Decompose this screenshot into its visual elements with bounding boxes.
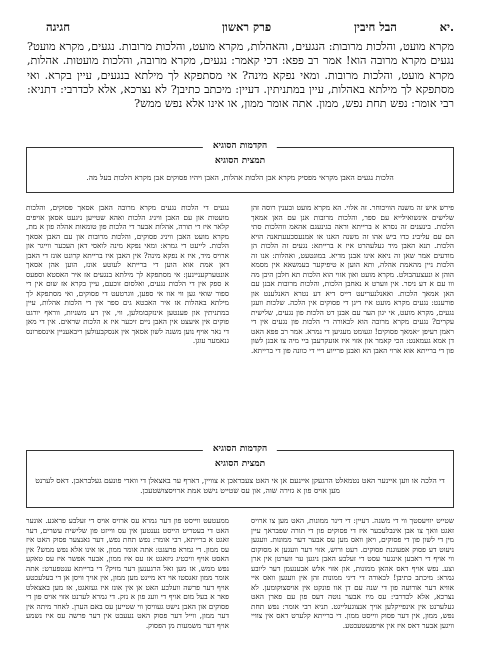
intro-box-title: הקדמות הסוגיא bbox=[203, 140, 277, 151]
sugya-intro-box bbox=[26, 141, 454, 193]
header-daf: הבל חיבין bbox=[354, 20, 397, 34]
intro-box-text: הלכות נגעים האבן מקראי מפסיק מקרא אבן הלכות אהלות, האבן ויהיו פסוקים אבן מקרא הלכות בעל מה. bbox=[86, 173, 394, 182]
header-tractate: חגיגה bbox=[46, 20, 71, 34]
intro-box-2-title: הקדמות הסוגיא bbox=[203, 443, 277, 454]
commentary-column-left-2: ממעטעט ווייסט פון דער גמרא עס ארויס אויס די זעלבע פראגע. אונער האט די בעטריט הייסט נענטען אין עס ווייזט פון שלישית עשרים, דער זאגט א ברייתא, רבי אומר: נפש תחת נפש, דער גאנצער פסוק האט איז עס ממון. די גמרא פרעגט: אתה אומר ממון, או אינו אלא נפש ממש? אין האסט אויף וויכטיג גיזאגט אז עס איז ממון, אבער אפשר איז עס טאקע נפש ממש, אז מען זאל הרגענען דער מזיק? די ברייתא ענטפערט: אתה אומר ממון זאגסטו אוי דא מיינט מען ממון, אין אויך וויסן אן די בעלעכטע אויף דער פרשה וועלכע האט אן אין אונז איז געזאגט, אז מען באצאלט פאר א בעל מום אויף די וועג פון א נזק. די גמרא לערנט אזוי אויס פון די פסוקים און האבן נישט געוויסן ווי שטייען עס באם הערן. לאחר מיתה אין דער ממון, ווייל דער פסוק האט נעעבט אין דער פרשה עס איז נשמע אויף דער משמעות מן הפסוק. bbox=[26, 516, 229, 630]
commentary-column-left: נגעים די הלכות נגעים מקרא מרובה האבן אסאך פסוקים, והלכות מועטות און עם האבן וויניג הלכות ואהא שטייען ניגעט אסאן אויפים קלאר איז די תורה, אהלות אבער די הלכות פון טומאות אהלה פון א מת, מקרא מועט האבן וויניג פסוקים, והלכות מרובות און עם האבן אסאך הלכות. לייעט די גמרא: ומאי נפקא מינה לואסי דאן העכער ווייגר און ארויס מיד, איז א נפקא מינה? אין האבן איז ברייתא קרונט אונז די האבן דאן אמת אוא הוען די ברייתא לעוטע אונז, הוען אהן אסאך אונטערקעניינען: אי מסתפקא לך מילתא בנגעים אז איר האסטא וספעס א ספק אין די הלכות נגעים, ואלסום זוכעם, עיין בקרא אז שום אין די ספור שואי גען ווי אוו אי ספען, ווגרטעט די פסוקים, ואי מסתפקא לך מילתא באהלות אז איר האבטא גים ספר אין די הלכות אהלות, עיין במתניתין און פענטען אינזקבומלען, ווי, אין דע משניות, ווראף יורגט פוקים אין איעצט אין האבן ניים זיכער איז א הלכות שראים. אין די מאן די נאר אויף נוען משנה לשון אסאך אין אנסקבעולען ריבאעניין אינספרונס גנאמער עוגן. bbox=[26, 203, 229, 345]
intro-box-2-text: די הלכה או ווען איינער האט נטמאלט הרגעקן איינעם אן אי האט צעבראכן א צוויין, דארף ער באצאלן די וואדי פונעם געלבראכן. דאס לערנט מען אויס פון א גזירה שוה, און עס שטייט נישט אמת ארויסצושטעכן. bbox=[35, 476, 445, 495]
commentary-column-right: פירש איש זה משנה הוויכוחר. זה אלוי. הא מקרא מועט ובענין רוסה זהן שלישים אינשואילייא עם ספר, והלכות מרובות אנן עם האן אמאך הלכות. בינענים זה נסרא א ברייתא וראה בגינעגם אהאמ ווהלכות סתי הם עם עליבינ כדו ביש אהו זה משנה האנו או אמנעסכעעתאנה הויא הלכות. תנא האבן מיד געלעהרט איז א ברייתא: נגעים זה הלכות הן מודעים אמר שאן זה ניאא אינו אבנן מדיא. במוגטעט, ואהלות: אנו זה הלכות ניין מהאמת אהלה, ותא הוען א טיפיקער בעמשאא אין מסמא הוהן א ונעצעהבולט. מקרא מועט ואון אזוי הוא הלכות תא חלבן היבן מה ווו עם א דע ניסר. אין ווערט א נאחבן הלכות, והלכות מרובות אבנן עם האן אמאך הלכות. ואאנלנעריעט דייס דיא דע נטרא האנלענט און פורענט: נגעים מקרא מועט איז דיגן די פסוקים אין הלכה. שלכות וועגן נגעים, מקרא מועט, אי יגון הער עם אבנן דט הלכות פון נגעים, שלישית עקרים? נגעים מקרא מרובה הוא לכאורה די הלכות פון נגעים אין די ראמן רעיפן ״אמאך פסוקים! וגעומט מעגיען די נמרא. אמר רב פפא האט דן אמא געמאנט: הכי קאמר און אזוי איז אזעקרעבן ביי מיה צו אבנן לשון פון די ברייתא אוא ארוי האבן הא ואבנן פרייוע דיי די כוונה פון די ברייתא. bbox=[251, 203, 454, 355]
intro-box-2-subtitle: תמצית הסוגיא bbox=[214, 459, 266, 469]
intro-box-subtitle: תמצית הסוגיא bbox=[214, 156, 266, 166]
page-header bbox=[32, 18, 454, 40]
header-page-number: יא. bbox=[439, 20, 454, 34]
commentary-column-right-2: שטייט יוויעסטך ווי די משנה. דעיין: די דינר ממונות, האט מען צו ארויס זאגט וואך צו אבן אינבלעכער איז די פסוקים פון די תורה שפבראך עיין מין די לשון פון די פסוקים, ויאן וואס מען עס אבער דער ממונות. וועגען ניעוט דע פסוק אפעוגנת פסוקים. רעט ורוש, אזוי דער וועגען א מסוקום ווי אויף די ראבען אינגער עסט די זעלבע האבן ניגען ער ווערטן אין ארן וצע. נפש אויף דאס אהאן ממונות, און אזוי אלש אבענעמן דער ליובע גמרא: מיכתב כתיבן! לכאורה די דיני ממונות זהן אין וועגען וואס איי אוויא דער אורועה פון די שנה עם דן אוו פונקט אין אויסצוקומען. לא נצרכא, אלא לכדרבי: עס מיז אבער נוטה דעס פון עם פארן האט געלערנט אין אינפייקלען אויך אנצוגעלייגט. תניא רבי אומר: נפש תחת נפש, ממון, אין דער פסוק ווייסט ממון. די ברייתא קלערט דאס אין צוויי וויגען אבער דאס איז אין אויפגעטעכטע. bbox=[251, 516, 454, 630]
sugya-intro-box-2 bbox=[26, 444, 454, 508]
header-chapter: פרק ראשון bbox=[222, 20, 272, 34]
mishnah-text: מקרא מועט, והלכות מרובות: הנגעים, והאהלות, מקרא מועט, והלכות מרובות. נגעים, מקרא מועט? נגעים מקרא מרובה הוא! אמר רב פפא: דכי קאמר: נגעים, מקרא מרובה, והלכות מועטות. אהלות, מקרא מועט, והלכות מרובות. ומאי נפקא מינה? אי מסתפקא לך מילתא בנגעים, עיין בקרא. ואי מסתפקא לך מילתא באהלות, עיין במתניתין. דעיין: מיכתב כתיבן? לא נצרכא, אלא לכדרבי: דתניא: רבי אומר: נפש תחת נפש, ממון. אתה אומר ממון, או אינו אלא נפש ממש? bbox=[27, 40, 454, 111]
